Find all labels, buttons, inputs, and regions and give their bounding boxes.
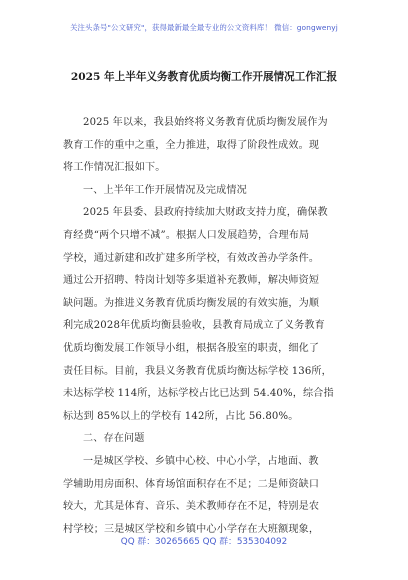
paragraph-line: 村学校；三是城区学校和乡镇中心小学存在大班额现象，	[63, 523, 320, 535]
paragraph-line: 责任目标。目前，我县义务教育优质均衡达标学校 136所，	[63, 365, 332, 377]
section-heading: 一、上半年工作开展情况及完成情况	[83, 184, 247, 196]
paragraph-line: 教育工作的重中之重，全力推进，取得了阶段性成效。现	[63, 139, 320, 151]
paragraph-line: 优质均衡发展工作领导小组，根据各股室的职责，细化了	[63, 342, 320, 354]
paragraph-line: 标达到 85%以上的学校有 142所，占比 56.80%。	[63, 410, 299, 422]
paragraph-line: 未达标学校 114所，达标学校占比已达到 54.40%，综合指	[63, 388, 334, 400]
paragraph-line: 将工作情况汇报如下。	[63, 162, 166, 174]
footer-contact: QQ 群：30265665 QQ 群：535304092	[120, 537, 288, 547]
section-heading: 二、存在问题	[83, 433, 145, 445]
paragraph-line: 一是城区学校、乡镇中心校、中心小学，占地面、教	[83, 455, 319, 467]
paragraph-line: 较大，尤其是体育、音乐、美术教师存在不足，特别是农	[63, 501, 320, 513]
paragraph-line: 2025 年县委、县政府持续加大财政支持力度，确保教	[83, 207, 328, 219]
paragraph-line: 通过公开招聘、特岗计划等多渠道补充教师，解决师资短	[63, 275, 320, 287]
paragraph-line: 2025 年以来，我县始终将义务教育优质均衡发展作为	[83, 117, 328, 128]
paragraph-line: 学辅助用房面积、体育场馆面积存在不足；二是师资缺口	[63, 478, 320, 490]
document-body	[63, 112, 349, 541]
paragraph-line: 缺问题。为推进义务教育优质均衡发展的有效实施，为顺	[63, 297, 320, 309]
header-banner: 关注头条号"公文研究"，获得最新最全最专业的公文资料库！ 微信：gongwenyj	[70, 23, 338, 32]
document-title: 2025 年上半年义务教育优质均衡工作开展情况工作汇报	[70, 71, 338, 83]
paragraph-line: 利完成2028年优质均衡县验收，县教育局成立了义务教育	[63, 320, 325, 332]
paragraph-line: 学校，通过新建和改扩建多所学校，有效改善办学条件。	[63, 252, 320, 264]
paragraph-line: 育经费“两个只增不减”。根据人口发展趋势，合理布局	[63, 229, 310, 241]
